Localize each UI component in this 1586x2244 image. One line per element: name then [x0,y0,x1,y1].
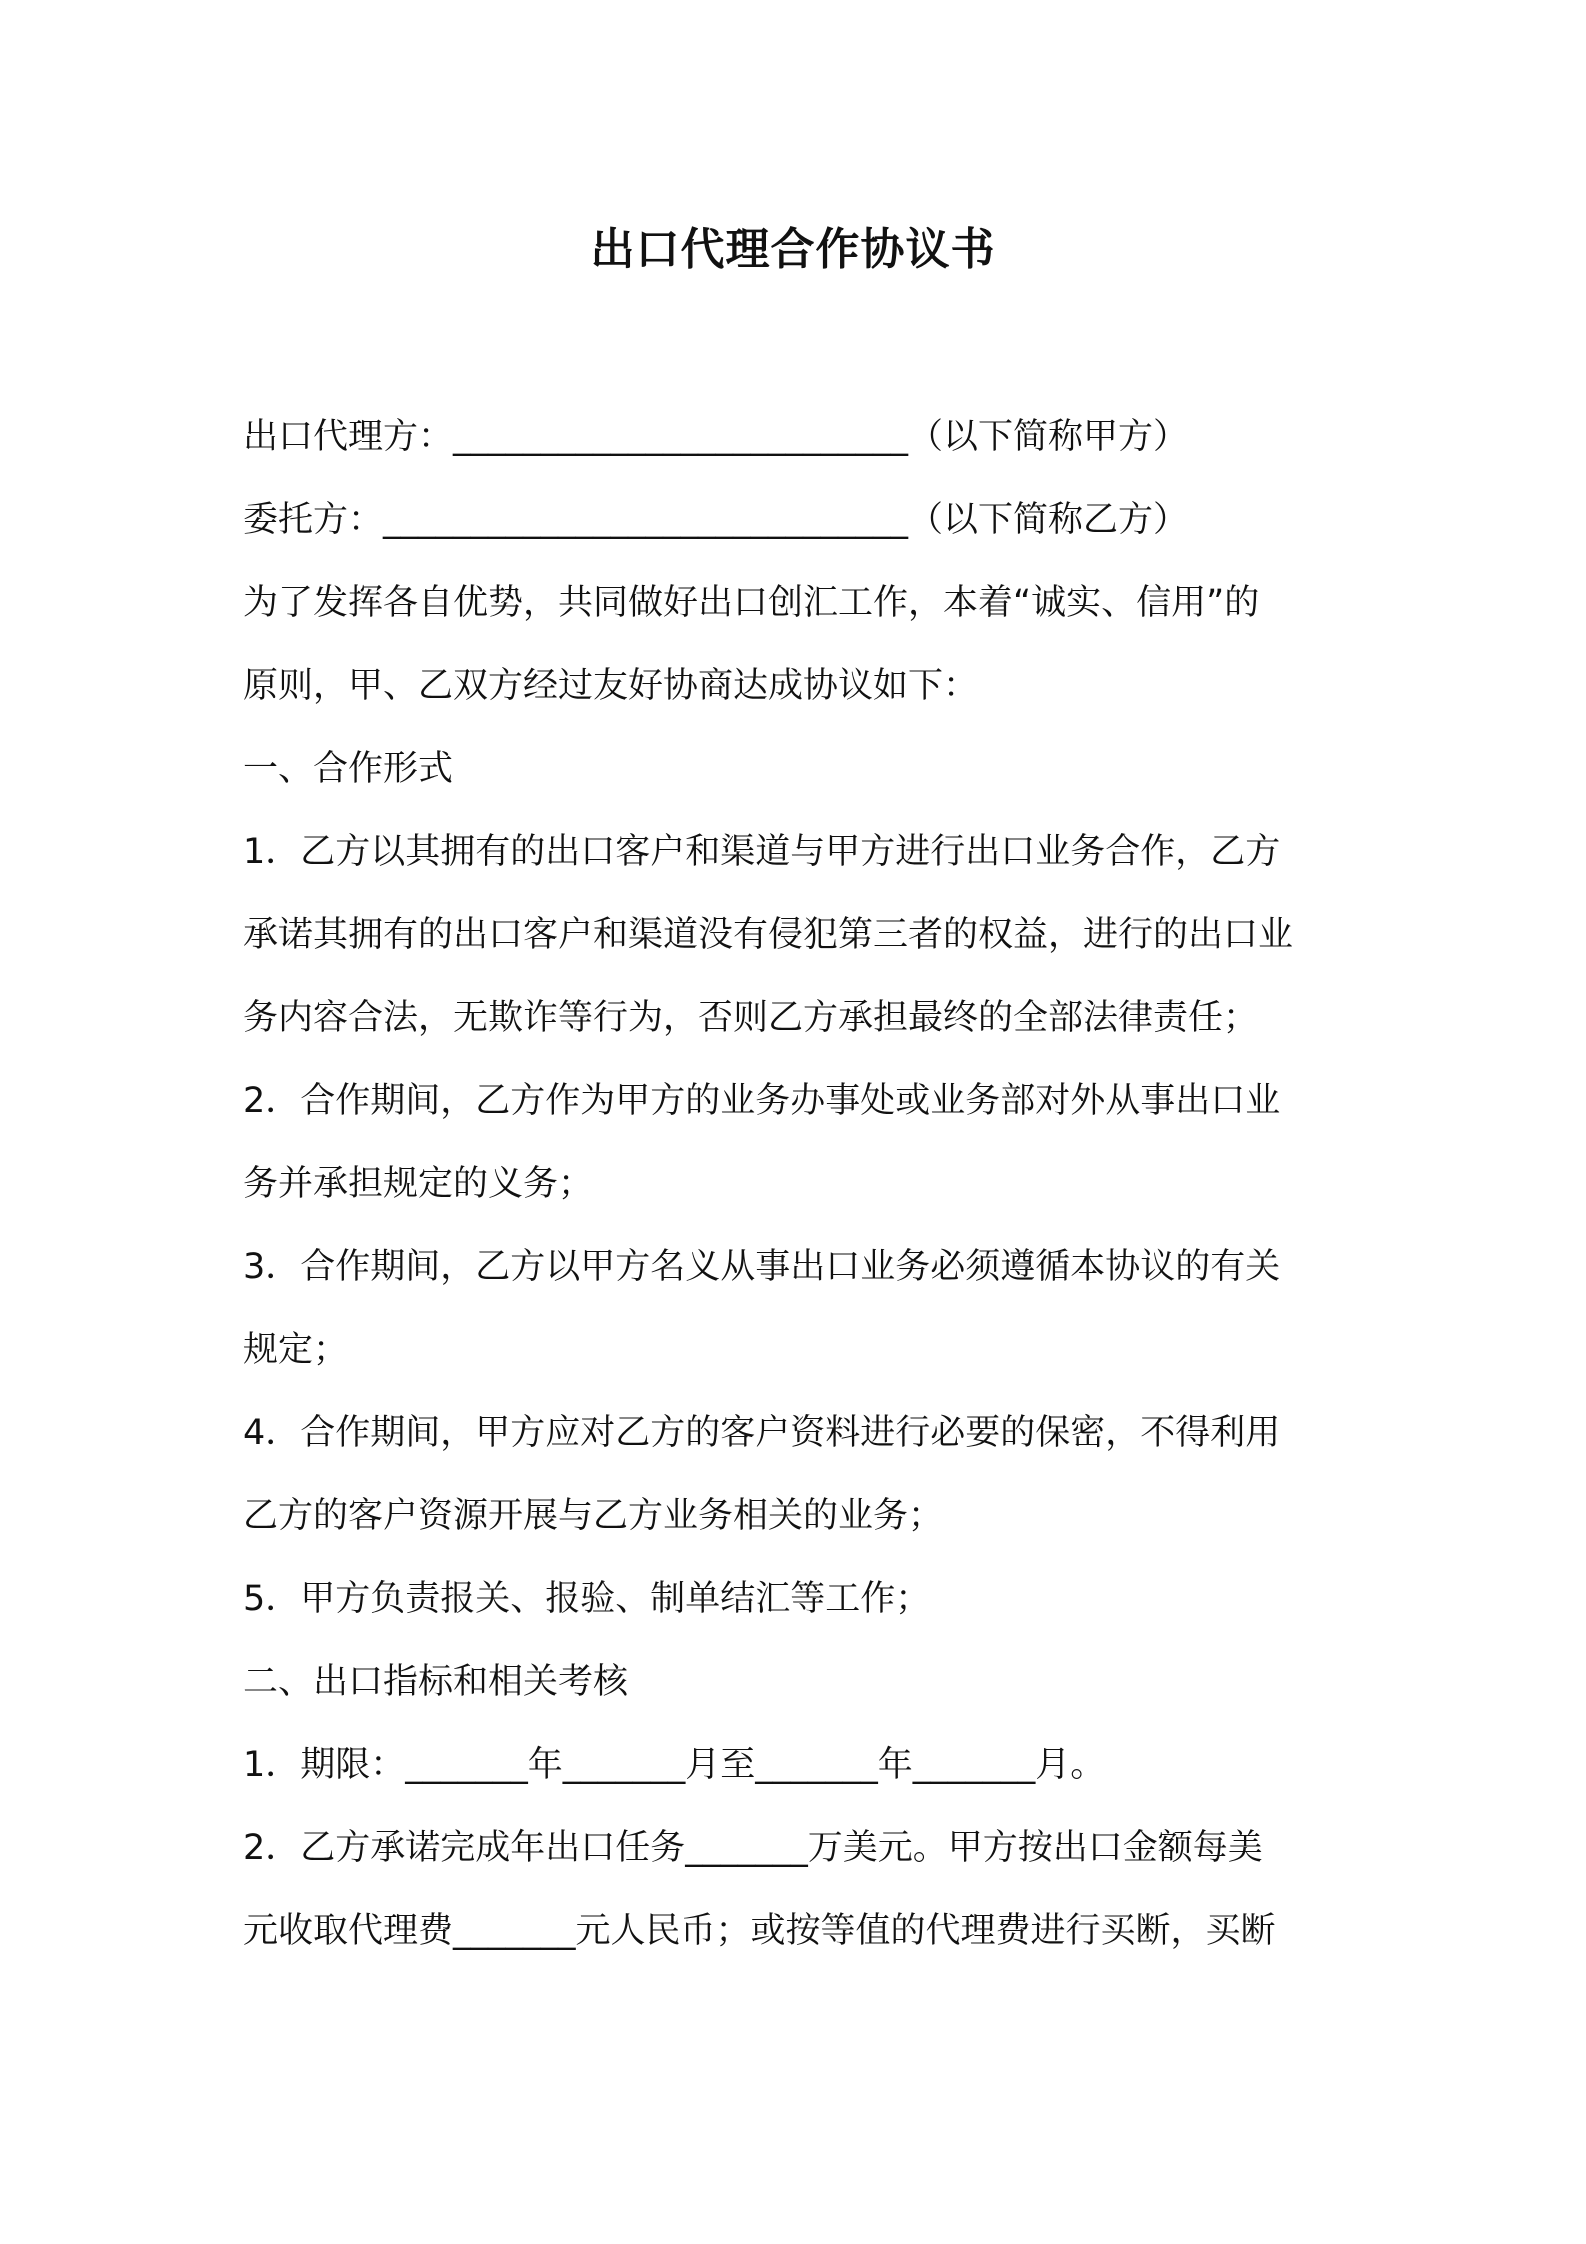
clause-line: 务内容合法，无欺诈等行为，否则乙方承担最终的全部法律责任； [243,998,1259,1038]
preamble-line: 原则，甲、乙双方经过友好协商达成协议如下： [243,666,979,706]
clause-line: 承诺其拥有的出口客户和渠道没有侵犯第三者的权益，进行的出口业 [243,915,1294,955]
preamble-line: 为了发挥各自优势，共同做好出口创汇工作，本着“诚实、信用”的 [243,583,1260,623]
clause-line: 2．合作期间，乙方作为甲方的业务办事处或业务部对外从事出口业 [243,1081,1281,1121]
clause-line: 2．乙方承诺完成年出口任务_______万美元。甲方按出口金额每美 [243,1828,1263,1868]
clause-line: 元收取代理费_______元人民币；或按等值的代理费进行买断，买断 [243,1911,1276,1951]
clause-line: 务并承担规定的义务； [243,1164,594,1204]
section-heading: 一、合作形式 [243,749,454,789]
clause-line: 乙方的客户资源开展与乙方业务相关的业务； [243,1496,944,1536]
clause-line: 3．合作期间，乙方以甲方名义从事出口业务必须遵循本协议的有关 [243,1247,1281,1287]
document-title: 出口代理合作协议书 [590,224,996,275]
clause-line: 4．合作期间，甲方应对乙方的客户资料进行必要的保密，不得利用 [243,1413,1281,1453]
party-a-line: 出口代理方：__________________________（以下简称甲方） [243,417,1189,457]
party-b-line: 委托方：______________________________（以下简称乙方） [243,500,1189,540]
section-heading: 二、出口指标和相关考核 [243,1662,629,1702]
clause-line: 规定； [243,1330,349,1370]
clause-line: 1．乙方以其拥有的出口客户和渠道与甲方进行出口业务合作，乙方 [243,832,1281,872]
clause-line: 5．甲方负责报关、报验、制单结汇等工作； [243,1579,931,1619]
document-body [243,396,1353,1973]
clause-line: 1．期限：_______年_______月至_______年_______月。 [243,1745,1106,1785]
